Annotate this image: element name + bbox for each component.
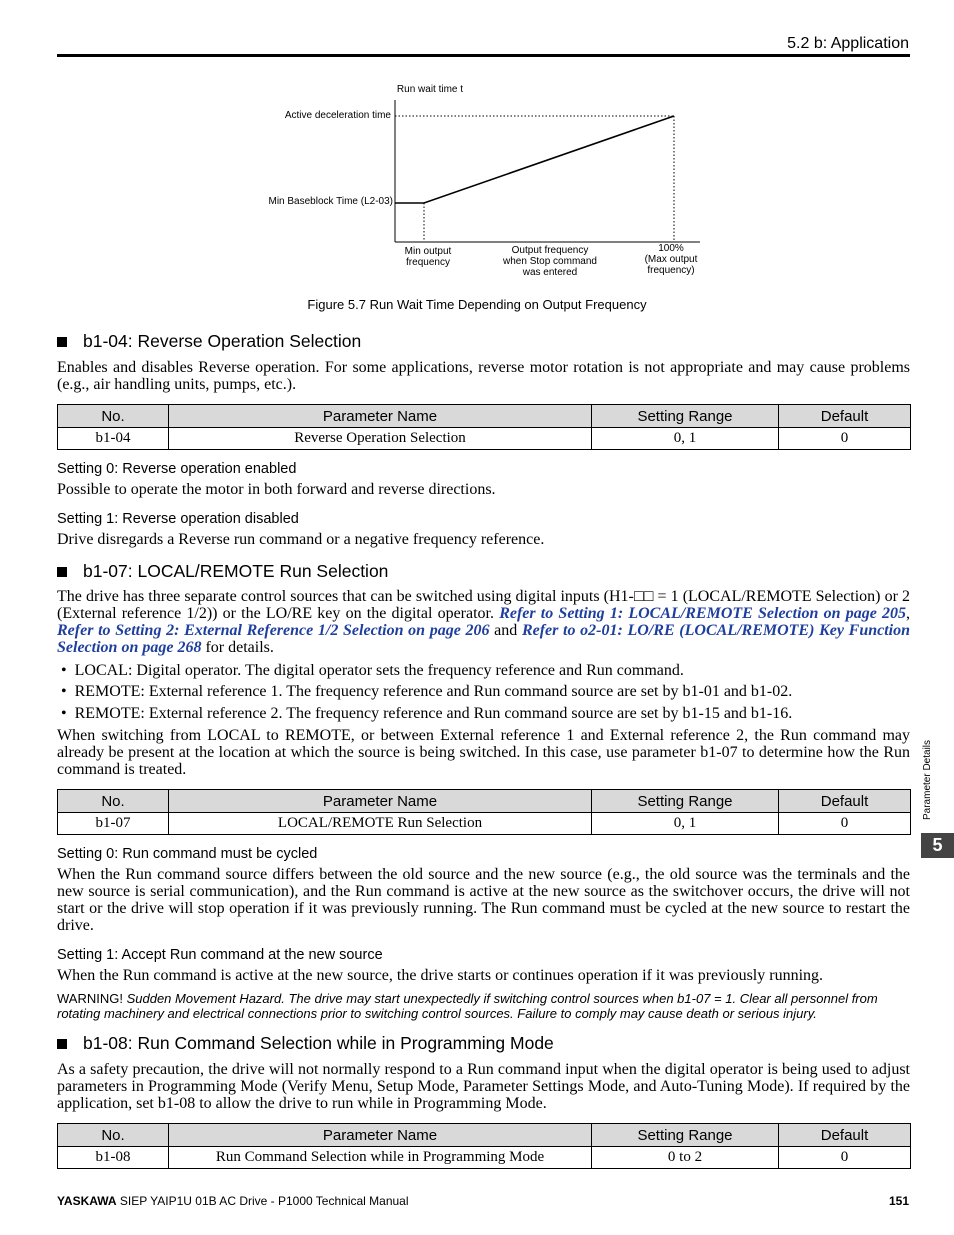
b1-07-setting1-text: When the Run command is active at the new source, the drive starts or continues operation if it was previously running. (57, 967, 824, 984)
cell-setting-range: 0, 1 (592, 813, 779, 835)
b1-08-table (57, 1123, 911, 1169)
b1-08-intro: As a safety precaution, the drive will not normally respond to a Run command input when the digital operator is being used to adjust parameters in Programming Mode (Verify Menu, Setup Mode, Parameter Settings Mode, and Auto-Tuning Mode). If required by the application, set b1-08 to allow the drive to run while in Programming Mode. (57, 1061, 910, 1112)
chapter-tab: 5 (921, 833, 954, 858)
col-param-name: Parameter Name (169, 405, 592, 428)
footer-brand: YASKAWA (57, 1194, 117, 1208)
cell-default: 0 (779, 813, 911, 835)
col-default: Default (779, 790, 911, 813)
col-no: No. (58, 1124, 169, 1147)
link-setting1-local-remote[interactable]: Refer to Setting 1: LOCAL/REMOTE Selection on page 205 (499, 605, 906, 622)
table-row (58, 1147, 911, 1169)
heading-bullet-icon (57, 567, 67, 577)
table-header-row (58, 1124, 911, 1147)
b1-04-setting0-heading: Setting 0: Reverse operation enabled (57, 461, 297, 477)
link-setting2-external-reference[interactable]: Refer to Setting 2: External Reference 1/2 Selection on page 206 (57, 622, 490, 639)
heading-bullet-icon (57, 1039, 67, 1049)
list-item: • REMOTE: External reference 2. The frequency reference and Run command source are set by b1-15 and b1-16. (57, 705, 793, 722)
warning-notice (57, 992, 910, 1021)
cell-no: b1-08 (58, 1147, 169, 1169)
run-wait-time-figure (230, 78, 710, 283)
list-item: • REMOTE: External reference 1. The frequency reference and Run command source are set by b1-01 and b1-02. (57, 683, 793, 700)
col-no: No. (58, 790, 169, 813)
col-setting-range: Setting Range (592, 1124, 779, 1147)
b1-04-setting0-text: Possible to operate the motor in both forward and reverse directions. (57, 481, 496, 498)
b1-08-heading: b1-08: Run Command Selection while in Programming Mode (57, 1033, 554, 1054)
section-header: 5.2 b: Application (787, 35, 909, 52)
table-row (58, 428, 911, 450)
x-label-min-2: frequency (406, 257, 450, 268)
b1-04-table (57, 404, 911, 450)
col-default: Default (779, 405, 911, 428)
figure-caption: Figure 5.7 Run Wait Time Depending on Output Frequency (307, 297, 647, 312)
b1-07-heading: b1-07: LOCAL/REMOTE Run Selection (57, 561, 388, 582)
cell-default: 0 (779, 428, 911, 450)
b1-07-table (57, 789, 911, 835)
chapter-side-label: Parameter Details (922, 739, 933, 820)
y-label-bottom: Min Baseblock Time (L2-03) (268, 196, 393, 207)
col-no: No. (58, 405, 169, 428)
col-param-name: Parameter Name (169, 790, 592, 813)
link-o2-01-lo-re-key[interactable]: Refer to o2-01: LO/RE (LOCAL/REMOTE) Key Function Selection on page 268 (57, 622, 911, 656)
run-wait-curve (395, 116, 674, 203)
cell-param-name: LOCAL/REMOTE Run Selection (169, 813, 592, 835)
cell-no: b1-04 (58, 428, 169, 450)
b1-07-paragraph-2: When switching from LOCAL to REMOTE, or between External reference 1 and External reference 2, the Run command may already be present at the location at which the source is being switched. In this case, use parameter b1-07 to determine how the Run command is treated. (57, 727, 910, 778)
col-setting-range: Setting Range (592, 405, 779, 428)
b1-04-setting1-text: Drive disregards a Reverse run command or a negative frequency reference. (57, 531, 545, 548)
b1-04-setting1-heading: Setting 1: Reverse operation disabled (57, 511, 299, 527)
x-label-stop-1: Output frequency (511, 245, 589, 256)
b1-07-setting0-heading: Setting 0: Run command must be cycled (57, 846, 318, 862)
b1-07-setting0-text: When the Run command source differs between the old source and the new source (e.g., the old source was the terminals and the new source is serial communication), and the Run command is active at the new source as the switchover occurs, the drive will not start or the drive will stop operation if it was previously running. The Run command must be cycled at the new source to restart the drive. (57, 866, 910, 934)
cell-param-name: Reverse Operation Selection (169, 428, 592, 450)
col-setting-range: Setting Range (592, 790, 779, 813)
cell-setting-range: 0, 1 (592, 428, 779, 450)
b1-04-intro: Enables and disables Reverse operation. For some applications, reverse motor rotation is not appropriate and may cause problems (e.g., air handling units, pumps, etc.). (57, 359, 910, 393)
footer-manual: YASKAWA SIEP YAIP1U 01B AC Drive - P1000 Technical Manual (57, 1194, 409, 1208)
x-label-stop-2: when Stop command (503, 256, 597, 267)
b1-04-heading: b1-04: Reverse Operation Selection (57, 331, 361, 352)
col-param-name: Parameter Name (169, 1124, 592, 1147)
cell-param-name: Run Command Selection while in Programming Mode (169, 1147, 592, 1169)
x-label-min-1: Min output (404, 246, 452, 257)
list-item: • LOCAL: Digital operator. The digital operator sets the frequency reference and Run command. (57, 662, 684, 679)
b1-07-intro: The drive has three separate control sources that can be switched using digital inputs (H1-□□ = 1 (LOCAL/REMOTE Selection) or 2 (External reference 1/2)) or the LO/RE key on the digital operator. Refer to Setting 1: LOCAL/REMOTE Selection on page 205, Refer to Setting 2: External Reference 1/2 Selection on page 206 and Refer to o2-01: LO/RE (LOCAL/REMOTE) Key Function Selection on page 268 for details. (57, 588, 911, 656)
heading-bullet-icon (57, 337, 67, 347)
b1-07-setting1-heading: Setting 1: Accept Run command at the new source (57, 947, 383, 963)
table-header-row (58, 790, 911, 813)
x-label-max-3: frequency) (647, 265, 695, 276)
x-label-max-1: 100% (658, 243, 684, 254)
col-default: Default (779, 1124, 911, 1147)
warning-label: WARNING! (57, 991, 123, 1006)
x-label-stop-3: was entered (522, 267, 578, 278)
table-row (58, 813, 911, 835)
x-label-max-2: (Max output (644, 254, 698, 265)
table-header-row (58, 405, 911, 428)
header-rule (57, 54, 910, 57)
page-number: 151 (888, 1194, 909, 1208)
warning-text: Sudden Movement Hazard. The drive may start unexpectedly if switching control sources when b1-07 = 1. Clear all personnel from rotating machinery and electrical connections prior to switching control sources. Failure to comply may cause death or serious injury. (57, 991, 878, 1021)
cell-setting-range: 0 to 2 (592, 1147, 779, 1169)
y-label-top: Active deceleration time (284, 110, 391, 121)
cell-no: b1-07 (58, 813, 169, 835)
y-axis-title: Run wait time t (396, 84, 464, 95)
cell-default: 0 (779, 1147, 911, 1169)
